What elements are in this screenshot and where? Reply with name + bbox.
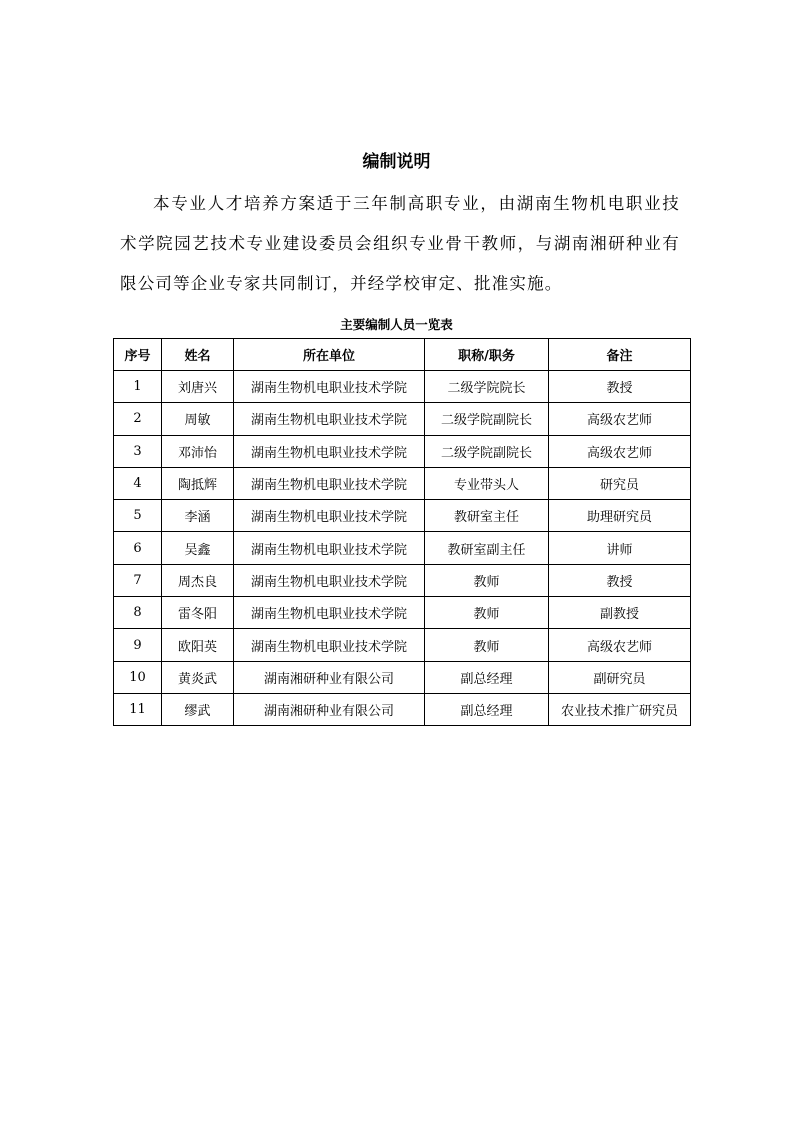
- cell-note: 农业技术推广研究员: [549, 693, 691, 725]
- table-row: [114, 532, 691, 564]
- cell-title: 专业带头人: [425, 467, 549, 499]
- table-row: [114, 661, 691, 693]
- cell-name: 周敏: [162, 403, 234, 435]
- table-row: [114, 597, 691, 629]
- table-row: [114, 629, 691, 661]
- cell-note: 教授: [549, 371, 691, 403]
- cell-no: 6: [114, 532, 162, 564]
- cell-note: 高级农艺师: [549, 403, 691, 435]
- cell-name: 周杰良: [162, 564, 234, 596]
- table-row: [114, 403, 691, 435]
- cell-note: 高级农艺师: [549, 435, 691, 467]
- cell-unit: 湖南生物机电职业技术学院: [234, 435, 425, 467]
- staff-table: [113, 338, 691, 726]
- cell-title: 副总经理: [425, 693, 549, 725]
- cell-unit: 湖南生物机电职业技术学院: [234, 629, 425, 661]
- cell-note: 讲师: [549, 532, 691, 564]
- cell-name: 陶抵辉: [162, 467, 234, 499]
- intro-paragraph: 本专业人才培养方案适于三年制高职专业，由湖南生物机电职业技术学院园艺技术专业建设委员会组织专业骨干教师，与湖南湘研种业有限公司等企业专家共同制订，并经学校审定、批准实施。: [120, 194, 680, 293]
- cell-no: 5: [114, 500, 162, 532]
- cell-title: 二级学院副院长: [425, 435, 549, 467]
- cell-unit: 湖南生物机电职业技术学院: [234, 597, 425, 629]
- cell-no: 4: [114, 467, 162, 499]
- cell-no: 11: [114, 693, 162, 725]
- cell-no: 10: [114, 661, 162, 693]
- cell-no: 2: [114, 403, 162, 435]
- cell-note: 高级农艺师: [549, 629, 691, 661]
- cell-no: 8: [114, 597, 162, 629]
- cell-unit: 湖南生物机电职业技术学院: [234, 403, 425, 435]
- cell-note: 教授: [549, 564, 691, 596]
- table-caption: 主要编制人员一览表: [340, 317, 453, 332]
- table-header-row: [114, 339, 691, 371]
- table-row: [114, 467, 691, 499]
- table-row: [114, 564, 691, 596]
- cell-name: 雷冬阳: [162, 597, 234, 629]
- cell-title: 教师: [425, 629, 549, 661]
- cell-title: 教师: [425, 564, 549, 596]
- cell-name: 刘唐兴: [162, 371, 234, 403]
- header-name: 姓名: [162, 339, 234, 371]
- cell-unit: 湖南生物机电职业技术学院: [234, 532, 425, 564]
- cell-name: 邓沛怡: [162, 435, 234, 467]
- table-row: [114, 435, 691, 467]
- cell-title: 二级学院副院长: [425, 403, 549, 435]
- cell-no: 7: [114, 564, 162, 596]
- cell-title: 副总经理: [425, 661, 549, 693]
- cell-title: 教师: [425, 597, 549, 629]
- header-note: 备注: [549, 339, 691, 371]
- cell-unit: 湖南生物机电职业技术学院: [234, 564, 425, 596]
- cell-note: 助理研究员: [549, 500, 691, 532]
- table-row: [114, 500, 691, 532]
- cell-no: 3: [114, 435, 162, 467]
- cell-name: 李涵: [162, 500, 234, 532]
- page-title: 编制说明: [362, 152, 431, 172]
- cell-no: 1: [114, 371, 162, 403]
- cell-note: 副教授: [549, 597, 691, 629]
- cell-name: 吴鑫: [162, 532, 234, 564]
- table-row: [114, 693, 691, 725]
- table-row: [114, 371, 691, 403]
- cell-unit: 湖南生物机电职业技术学院: [234, 467, 425, 499]
- header-unit: 所在单位: [234, 339, 425, 371]
- cell-name: 缪武: [162, 693, 234, 725]
- cell-title: 二级学院院长: [425, 371, 549, 403]
- cell-name: 黄炎武: [162, 661, 234, 693]
- header-no: 序号: [114, 339, 162, 371]
- cell-note: 副研究员: [549, 661, 691, 693]
- cell-unit: 湖南生物机电职业技术学院: [234, 371, 425, 403]
- cell-unit: 湖南湘研种业有限公司: [234, 693, 425, 725]
- cell-name: 欧阳英: [162, 629, 234, 661]
- cell-unit: 湖南生物机电职业技术学院: [234, 500, 425, 532]
- header-title: 职称/职务: [425, 339, 549, 371]
- cell-title: 教研室主任: [425, 500, 549, 532]
- cell-no: 9: [114, 629, 162, 661]
- cell-title: 教研室副主任: [425, 532, 549, 564]
- cell-unit: 湖南湘研种业有限公司: [234, 661, 425, 693]
- cell-note: 研究员: [549, 467, 691, 499]
